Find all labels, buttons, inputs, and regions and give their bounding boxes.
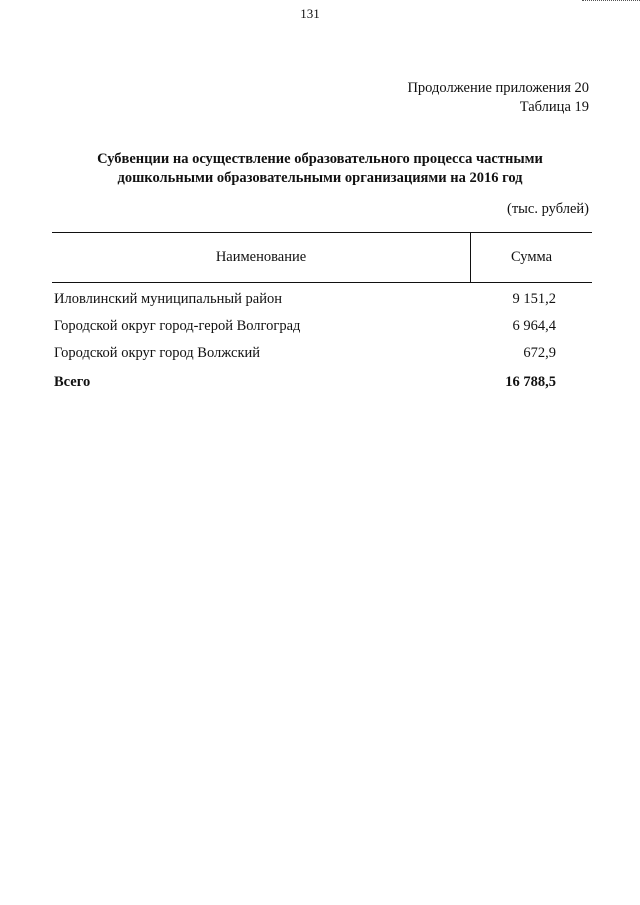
row-name-cell: Городской округ город-герой Волгоград (54, 318, 301, 334)
table-header-row (52, 233, 592, 283)
row-sum-cell: 9 151,2 (512, 291, 556, 307)
total-label-cell: Всего (54, 373, 91, 390)
table-row (52, 283, 592, 314)
scan-corner-mark (582, 0, 640, 1)
table-row (52, 313, 592, 340)
page-number: 131 (300, 6, 320, 21)
column-header-name: Наименование (52, 233, 471, 283)
row-name-cell: Городской округ город Волжский (54, 345, 261, 361)
subsidies-table (52, 232, 592, 397)
total-sum-cell: 16 788,5 (505, 373, 556, 390)
table-title-line-1: Субвенции на осуществление образовательного процесса частными (97, 151, 543, 167)
units-note: (тыс. рублей) (507, 201, 589, 217)
total-row (52, 367, 592, 397)
row-name-cell: Иловлинский муниципальный район (54, 291, 282, 307)
appendix-header (407, 79, 589, 117)
column-header-sum: Сумма (471, 233, 593, 283)
table-title (40, 150, 600, 188)
appendix-continuation-label: Продолжение приложения 20 (407, 80, 589, 96)
row-sum-cell: 6 964,4 (512, 318, 556, 334)
table-title-line-2: дошкольными образовательными организациями на 2016 год (117, 170, 523, 186)
table-number-label: Таблица 19 (519, 99, 589, 115)
table-row (52, 340, 592, 367)
row-sum-cell: 672,9 (523, 345, 556, 361)
